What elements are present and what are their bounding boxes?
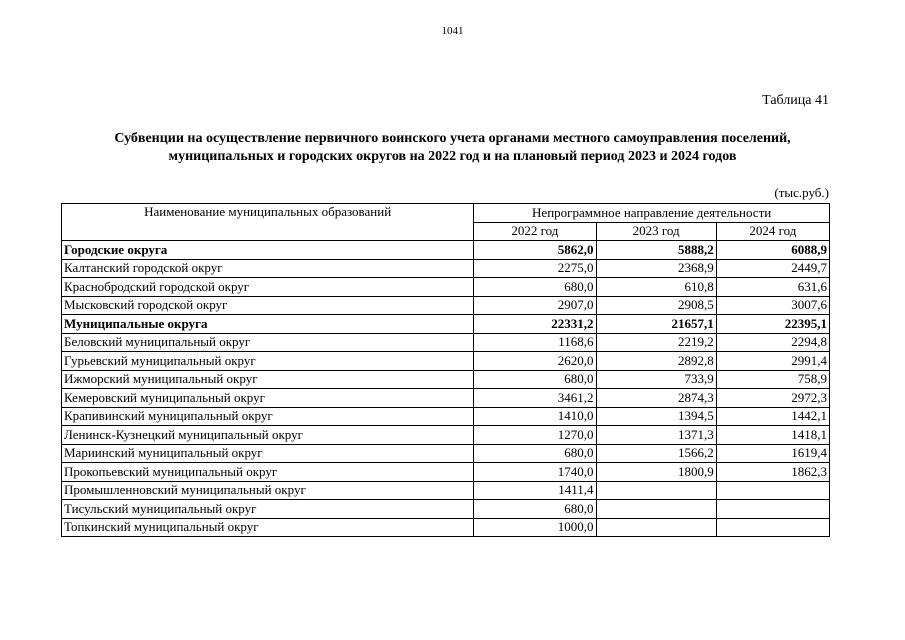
value-2023: 2219,2: [596, 333, 716, 352]
header-year-2022: 2022 год: [474, 222, 596, 241]
row-name: Топкинский муниципальный округ: [62, 518, 474, 537]
value-2023: 2908,5: [596, 296, 716, 315]
value-2022: 3461,2: [474, 389, 596, 408]
value-2023: 2368,9: [596, 259, 716, 278]
value-2022: 2907,0: [474, 296, 596, 315]
table-label: Таблица 41: [762, 93, 829, 108]
table-row: [62, 352, 830, 371]
value-2024: 1862,3: [716, 463, 829, 482]
value-2023: 21657,1: [596, 315, 716, 334]
value-2022: 680,0: [474, 370, 596, 389]
table-row: [62, 463, 830, 482]
units-label: (тыс.руб.): [774, 185, 829, 200]
value-2024: 758,9: [716, 370, 829, 389]
value-2022: 680,0: [474, 278, 596, 297]
value-2023: 1371,3: [596, 426, 716, 445]
table-row: [62, 426, 830, 445]
value-2024: 2972,3: [716, 389, 829, 408]
value-2022: 1168,6: [474, 333, 596, 352]
value-2023: 1394,5: [596, 407, 716, 426]
value-2024: 6088,9: [716, 241, 829, 260]
value-2023: 1566,2: [596, 444, 716, 463]
value-2024: [716, 500, 829, 519]
value-2022: 680,0: [474, 500, 596, 519]
table-row: [62, 333, 830, 352]
table-row: [62, 444, 830, 463]
value-2023: 1800,9: [596, 463, 716, 482]
value-2023: 610,8: [596, 278, 716, 297]
table-row: [62, 315, 830, 334]
row-name: Гурьевский муниципальный округ: [62, 352, 474, 371]
value-2022: 1000,0: [474, 518, 596, 537]
value-2024: 631,6: [716, 278, 829, 297]
table-row: [62, 259, 830, 278]
title-line-2: муниципальных и городских округов на 2022 год и на плановый период 2023 и 2024 годов: [168, 149, 737, 164]
header-group: Непрограммное направление деятельности: [474, 204, 830, 223]
table-body: [62, 241, 830, 537]
row-name: Мариинский муниципальный округ: [62, 444, 474, 463]
table-header: [62, 204, 830, 241]
value-2024: [716, 518, 829, 537]
row-name: Прокопьевский муниципальный округ: [62, 463, 474, 482]
value-2022: 1411,4: [474, 481, 596, 500]
header-name-column: Наименование муниципальных образований: [62, 204, 474, 241]
value-2022: 22331,2: [474, 315, 596, 334]
value-2023: [596, 500, 716, 519]
value-2024: 1442,1: [716, 407, 829, 426]
row-name: Мысковский городской округ: [62, 296, 474, 315]
row-name: Ижморский муниципальный округ: [62, 370, 474, 389]
value-2024: 22395,1: [716, 315, 829, 334]
row-name: Калтанский городской округ: [62, 259, 474, 278]
value-2022: 2620,0: [474, 352, 596, 371]
page-number: 1041: [441, 25, 464, 37]
table-row: [62, 407, 830, 426]
value-2023: 733,9: [596, 370, 716, 389]
table-row: [62, 518, 830, 537]
value-2024: 2449,7: [716, 259, 829, 278]
row-name: Тисульский муниципальный округ: [62, 500, 474, 519]
value-2022: 1270,0: [474, 426, 596, 445]
row-name: Ленинск-Кузнецкий муниципальный округ: [62, 426, 474, 445]
table-row: [62, 481, 830, 500]
document-title: [60, 130, 845, 166]
table-row: [62, 241, 830, 260]
table-row: [62, 389, 830, 408]
table-row: [62, 296, 830, 315]
header-year-2023: 2023 год: [596, 222, 716, 241]
value-2023: 2874,3: [596, 389, 716, 408]
value-2024: 3007,6: [716, 296, 829, 315]
row-name: Краснобродский городской округ: [62, 278, 474, 297]
table-row: [62, 370, 830, 389]
value-2023: [596, 481, 716, 500]
value-2024: 2294,8: [716, 333, 829, 352]
value-2022: 5862,0: [474, 241, 596, 260]
row-name: Беловский муниципальный округ: [62, 333, 474, 352]
title-line-1: Субвенции на осуществление первичного воинского учета органами местного самоуправления поселений,: [114, 131, 791, 146]
value-2024: 2991,4: [716, 352, 829, 371]
value-2023: [596, 518, 716, 537]
row-name: Крапивинский муниципальный округ: [62, 407, 474, 426]
value-2023: 2892,8: [596, 352, 716, 371]
value-2022: 1410,0: [474, 407, 596, 426]
row-name: Кемеровский муниципальный округ: [62, 389, 474, 408]
row-name: Городские округа: [62, 241, 474, 260]
value-2022: 1740,0: [474, 463, 596, 482]
value-2024: [716, 481, 829, 500]
row-name: Промышленновский муниципальный округ: [62, 481, 474, 500]
table-row: [62, 500, 830, 519]
value-2024: 1619,4: [716, 444, 829, 463]
value-2024: 1418,1: [716, 426, 829, 445]
value-2022: 2275,0: [474, 259, 596, 278]
value-2023: 5888,2: [596, 241, 716, 260]
subsidy-table: [61, 203, 830, 537]
value-2022: 680,0: [474, 444, 596, 463]
row-name: Муниципальные округа: [62, 315, 474, 334]
header-year-2024: 2024 год: [716, 222, 829, 241]
table-row: [62, 278, 830, 297]
